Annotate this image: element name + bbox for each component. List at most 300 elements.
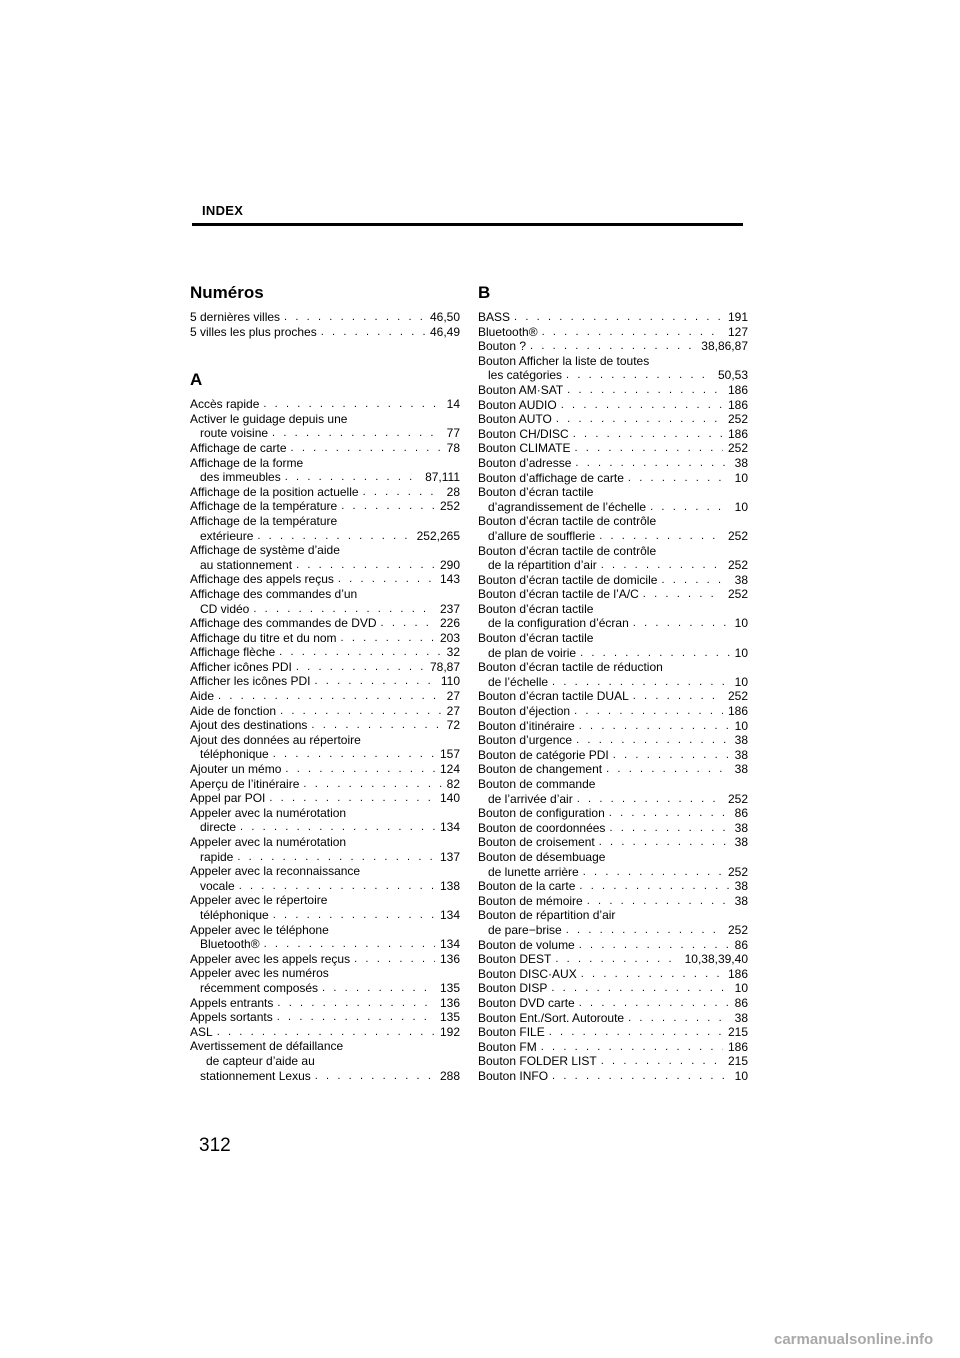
entry-line xyxy=(190,718,460,733)
entry-pages: 38 xyxy=(734,733,748,748)
entry-line xyxy=(190,1069,460,1084)
entry-text: d’allure de soufflerie xyxy=(488,528,596,543)
entry-text: Bouton d’écran tactile xyxy=(478,631,594,646)
index-entry xyxy=(190,893,460,922)
entry-pages: 140 xyxy=(439,791,460,806)
entry-line xyxy=(190,704,460,719)
dot-leader xyxy=(296,660,425,675)
entry-line xyxy=(190,645,460,660)
entry-line xyxy=(478,981,748,996)
entry-line xyxy=(478,689,748,704)
dot-leader xyxy=(253,602,435,617)
index-entry xyxy=(478,587,748,602)
dot-leader xyxy=(555,952,679,967)
dot-leader xyxy=(315,674,436,689)
index-entry xyxy=(190,718,460,733)
dot-leader xyxy=(574,441,722,456)
index-entry xyxy=(478,514,748,543)
entry-text: directe xyxy=(200,820,237,835)
entry-pages: 288 xyxy=(439,1068,460,1083)
entry-text: Appeler avec la reconnaissance xyxy=(190,864,361,879)
entry-text: Bouton ? xyxy=(478,339,527,354)
entry-pages: 192 xyxy=(439,1024,460,1039)
dot-leader xyxy=(363,485,442,500)
dot-leader xyxy=(587,894,730,909)
entry-pages: 127 xyxy=(727,324,748,339)
index-entry xyxy=(190,514,460,543)
entry-text: Bouton DISC·AUX xyxy=(478,966,577,981)
index-entry xyxy=(190,777,460,792)
entry-text: Bouton d’écran tactile de l’A/C xyxy=(478,587,639,602)
entry-text: Bouton AM·SAT xyxy=(478,382,564,397)
index-entry xyxy=(190,966,460,995)
entry-line xyxy=(190,631,460,646)
entry-line xyxy=(190,820,460,835)
index-entry xyxy=(478,1069,748,1084)
entry-text: Affichage de la forme xyxy=(190,455,304,470)
entry-text: Appels entrants xyxy=(190,995,274,1010)
entry-text: récemment composés xyxy=(200,980,319,995)
index-entry xyxy=(190,412,460,441)
entry-pages: 10 xyxy=(734,1068,748,1083)
entry-line xyxy=(478,485,748,500)
header-rule xyxy=(192,223,743,226)
entry-line xyxy=(190,558,460,573)
entry-line xyxy=(190,310,460,325)
entry-text: Bouton AUDIO xyxy=(478,397,557,412)
entry-line xyxy=(190,441,460,456)
entry-text: de capteur d’aide au xyxy=(206,1053,315,1068)
entry-pages: 252 xyxy=(727,587,748,602)
entry-pages: 50,53 xyxy=(717,368,748,383)
entry-pages: 138 xyxy=(439,878,460,893)
index-entry xyxy=(478,354,748,383)
dot-leader xyxy=(579,879,729,894)
entry-text: Bouton d’écran tactile de réduction xyxy=(478,660,663,675)
index-entry xyxy=(190,952,460,967)
entry-text: Bouton CH/DISC xyxy=(478,426,569,441)
entry-pages: 38 xyxy=(734,455,748,470)
dot-leader xyxy=(579,996,730,1011)
dot-leader xyxy=(613,748,730,763)
dot-leader xyxy=(633,689,723,704)
entry-pages: 252 xyxy=(727,689,748,704)
entry-pages: 252 xyxy=(727,864,748,879)
entry-pages: 252 xyxy=(727,791,748,806)
entry-pages: 252 xyxy=(727,922,748,937)
dot-leader xyxy=(311,718,441,733)
entry-line xyxy=(478,383,748,398)
index-entry xyxy=(478,325,748,340)
entry-pages: 186 xyxy=(727,966,748,981)
entry-pages: 38 xyxy=(734,820,748,835)
entry-pages: 215 xyxy=(727,1054,748,1069)
entry-pages: 38 xyxy=(734,1010,748,1025)
entry-text: Aperçu de l’itinéraire xyxy=(190,776,300,791)
dot-leader xyxy=(661,573,729,588)
index-entry xyxy=(478,967,748,982)
index-entry xyxy=(190,325,460,340)
entry-line xyxy=(478,529,748,544)
entry-pages: 10 xyxy=(734,499,748,514)
watermark: carmanualsonline.info xyxy=(774,1331,934,1348)
index-entry xyxy=(190,762,460,777)
entry-line xyxy=(478,573,748,588)
index-entry xyxy=(478,894,748,909)
entry-pages: 32 xyxy=(446,645,460,660)
entry-pages: 186 xyxy=(727,1039,748,1054)
entry-line xyxy=(190,908,460,923)
entry-text: Bouton de changement xyxy=(478,762,603,777)
entry-text: au stationnement xyxy=(200,557,293,572)
entry-text: Bouton d’urgence xyxy=(478,733,573,748)
entry-text: Appeler avec les appels reçus xyxy=(190,951,351,966)
index-entry xyxy=(478,544,748,573)
index-entry xyxy=(190,923,460,952)
entry-text: les catégories xyxy=(488,368,563,383)
dot-leader xyxy=(606,762,730,777)
entry-text: de l’échelle xyxy=(488,674,549,689)
index-entry xyxy=(478,1054,748,1069)
entry-line xyxy=(190,1054,460,1069)
entry-text: stationnement Lexus xyxy=(200,1068,311,1083)
entry-pages: 124 xyxy=(439,762,460,777)
entry-line xyxy=(190,850,460,865)
entry-text: Appeler avec la numérotation xyxy=(190,805,347,820)
entry-text: Bouton INFO xyxy=(478,1068,549,1083)
entry-text: téléphonique xyxy=(200,907,269,922)
index-entry xyxy=(478,573,748,588)
entry-line xyxy=(478,777,748,792)
entry-text: Bouton Ent./Sort. Autoroute xyxy=(478,1010,625,1025)
entry-line xyxy=(478,1069,748,1084)
dot-leader xyxy=(573,427,723,442)
index-entry xyxy=(478,733,748,748)
entry-line xyxy=(478,412,748,427)
entry-pages: 186 xyxy=(727,426,748,441)
index-entry xyxy=(190,806,460,835)
entry-pages: 78,87 xyxy=(429,659,460,674)
dot-leader xyxy=(541,1040,723,1055)
dot-leader xyxy=(643,587,723,602)
entry-text: Bouton de volume xyxy=(478,937,575,952)
entry-line xyxy=(190,456,460,471)
page-header xyxy=(192,203,743,226)
dot-leader xyxy=(601,558,723,573)
index-entry xyxy=(190,397,460,412)
entry-line xyxy=(190,397,460,412)
entry-text: Bouton d’éjection xyxy=(478,704,571,719)
entry-pages: 135 xyxy=(439,1010,460,1025)
entry-text: Activer le guidage depuis une xyxy=(190,411,348,426)
index-entry xyxy=(190,996,460,1011)
dot-leader xyxy=(581,967,723,982)
index-entry xyxy=(190,456,460,485)
dot-leader xyxy=(609,806,730,821)
entry-text: Bouton d’écran tactile xyxy=(478,485,594,500)
entry-text: Affichage de carte xyxy=(190,440,287,455)
entry-line xyxy=(478,675,748,690)
entry-pages: 87,111 xyxy=(425,470,460,485)
index-entry xyxy=(478,471,748,486)
entry-line xyxy=(478,835,748,850)
entry-line xyxy=(190,777,460,792)
index-entry xyxy=(190,791,460,806)
page-number: 312 xyxy=(199,1135,231,1156)
entry-text: d’agrandissement de l’échelle xyxy=(488,499,647,514)
dot-leader xyxy=(269,791,435,806)
entry-line xyxy=(478,339,748,354)
entry-line xyxy=(190,952,460,967)
entry-line xyxy=(478,952,748,967)
entry-text: 5 dernières villes xyxy=(190,310,281,324)
entry-line xyxy=(190,762,460,777)
entry-text: Appeler avec le téléphone xyxy=(190,922,329,937)
entry-line xyxy=(190,879,460,894)
index-entry xyxy=(478,1040,748,1055)
dot-leader xyxy=(217,1025,435,1040)
index-entry xyxy=(478,762,748,777)
entry-line xyxy=(190,835,460,850)
entry-text: Aide xyxy=(190,689,215,704)
dot-leader xyxy=(381,616,435,631)
entry-pages: 135 xyxy=(439,980,460,995)
entry-line xyxy=(478,602,748,617)
entry-text: de plan de voirie xyxy=(488,645,577,660)
entry-line xyxy=(478,544,748,559)
index-entry xyxy=(478,938,748,953)
index-entry xyxy=(190,660,460,675)
entry-text: Avertissement de défaillance xyxy=(190,1039,344,1054)
entry-line xyxy=(478,616,748,631)
entry-pages: 38 xyxy=(734,747,748,762)
entry-text: Bouton d’écran tactile de contrôle xyxy=(478,514,657,529)
entry-text: Bouton de coordonnées xyxy=(478,820,606,835)
entry-text: Affichage de la position actuelle xyxy=(190,484,359,499)
entry-pages: 110 xyxy=(440,674,460,689)
entry-text: Bouton de configuration xyxy=(478,806,605,821)
entry-line xyxy=(190,923,460,938)
entry-text: Bouton de catégorie PDI xyxy=(478,747,609,762)
entry-text: Bouton DISP xyxy=(478,981,548,996)
dot-leader xyxy=(296,558,435,573)
entry-line xyxy=(478,1054,748,1069)
entry-line xyxy=(478,325,748,340)
entry-text: Bluetooth® xyxy=(478,324,538,339)
entry-text: de pare−brise xyxy=(488,922,562,937)
entry-text: Bouton d’adresse xyxy=(478,455,572,470)
entry-pages: 38 xyxy=(734,762,748,777)
dot-leader xyxy=(514,310,723,325)
entry-pages: 10 xyxy=(734,645,748,660)
entry-line xyxy=(190,893,460,908)
index-entry xyxy=(190,1025,460,1040)
entry-text: Bouton de la carte xyxy=(478,879,576,894)
index-entry xyxy=(190,587,460,616)
entry-pages: 10 xyxy=(734,616,748,631)
index-entry xyxy=(190,733,460,762)
dot-leader xyxy=(580,646,730,661)
entry-text: rapide xyxy=(200,849,234,864)
entry-pages: 186 xyxy=(727,704,748,719)
index-entry xyxy=(190,1039,460,1083)
entry-line xyxy=(478,631,748,646)
entry-line xyxy=(478,908,748,923)
entry-pages: 134 xyxy=(439,820,460,835)
entry-text: Affichage de système d’aide xyxy=(190,543,340,558)
entry-text: vocale xyxy=(200,878,235,893)
dot-leader xyxy=(552,675,730,690)
entry-line xyxy=(478,806,748,821)
entry-line xyxy=(478,733,748,748)
entry-text: Appeler avec les numéros xyxy=(190,966,329,981)
entry-text: Bouton FM xyxy=(478,1039,537,1054)
index-entry xyxy=(478,908,748,937)
entry-line xyxy=(478,748,748,763)
dot-leader xyxy=(599,529,723,544)
index-entry xyxy=(190,441,460,456)
entry-text: de la répartition d’air xyxy=(488,558,597,573)
entry-pages: 136 xyxy=(439,951,460,966)
index-entry xyxy=(478,398,748,413)
entry-text: BASS xyxy=(478,310,511,324)
entry-pages: 38 xyxy=(734,879,748,894)
entry-pages: 10,38,39,40 xyxy=(684,952,748,967)
entry-line xyxy=(478,368,748,383)
entry-pages: 72 xyxy=(446,718,460,733)
entry-text: des immeubles xyxy=(200,470,281,485)
entry-line xyxy=(478,762,748,777)
entry-pages: 46,50 xyxy=(429,310,460,324)
entry-line xyxy=(478,894,748,909)
dot-leader xyxy=(575,456,729,471)
dot-leader xyxy=(277,1010,435,1025)
entry-line xyxy=(190,572,460,587)
dot-leader xyxy=(303,777,441,792)
entry-text: téléphonique xyxy=(200,747,269,762)
entry-text: Ajout des destinations xyxy=(190,718,308,733)
index-entry xyxy=(478,879,748,894)
entry-text: Bouton de désembuage xyxy=(478,849,606,864)
entry-line xyxy=(190,966,460,981)
entry-line xyxy=(190,514,460,529)
dot-leader xyxy=(549,1025,723,1040)
index-entry xyxy=(478,339,748,354)
entry-line xyxy=(190,864,460,879)
entry-text: Bouton d’écran tactile DUAL xyxy=(478,689,629,704)
entry-text: Ajout des données au répertoire xyxy=(190,732,361,747)
entry-line xyxy=(190,1025,460,1040)
dot-leader xyxy=(530,339,696,354)
index-entry xyxy=(478,996,748,1011)
dot-leader xyxy=(579,938,730,953)
index-entry xyxy=(478,719,748,734)
index-entry xyxy=(190,485,460,500)
entry-line xyxy=(190,616,460,631)
entry-line xyxy=(190,426,460,441)
entry-pages: 191 xyxy=(727,310,748,324)
index-entry xyxy=(478,821,748,836)
entry-line xyxy=(478,967,748,982)
index-entry xyxy=(478,748,748,763)
index-entry xyxy=(190,689,460,704)
entry-text: CD vidéo xyxy=(200,601,250,616)
entry-pages: 10 xyxy=(734,674,748,689)
entry-line xyxy=(478,821,748,836)
entry-text: Bouton FILE xyxy=(478,1025,545,1040)
entry-text: de lunette arrière xyxy=(488,864,579,879)
entry-pages: 27 xyxy=(446,689,460,704)
entry-line xyxy=(478,1011,748,1026)
entry-pages: 28 xyxy=(446,484,460,499)
entry-pages: 10 xyxy=(734,470,748,485)
dot-leader xyxy=(574,704,723,719)
entry-line xyxy=(478,719,748,734)
dot-leader xyxy=(341,631,435,646)
entry-line xyxy=(190,543,460,558)
header-title: INDEX xyxy=(202,203,244,218)
dot-leader xyxy=(354,952,435,967)
entry-pages: 38 xyxy=(734,893,748,908)
entry-pages: 77 xyxy=(446,426,460,441)
dot-leader xyxy=(576,733,730,748)
index-entry xyxy=(478,441,748,456)
entry-pages: 186 xyxy=(727,397,748,412)
index-entry xyxy=(478,383,748,398)
section-title: B xyxy=(478,283,491,302)
entry-line xyxy=(190,499,460,514)
entry-line xyxy=(190,937,460,952)
entry-line xyxy=(190,981,460,996)
entry-text: de la configuration d’écran xyxy=(488,616,629,631)
dot-leader xyxy=(561,398,723,413)
entry-line xyxy=(190,806,460,821)
entry-text: Afficher les icônes PDI xyxy=(190,674,311,689)
entry-pages: 186 xyxy=(727,382,748,397)
entry-text: Bouton d’écran tactile de contrôle xyxy=(478,543,657,558)
entry-text: Bouton d’affichage de carte xyxy=(478,470,624,485)
index-entry xyxy=(478,689,748,704)
entry-text: Bouton AUTO xyxy=(478,412,552,427)
entry-line xyxy=(478,354,748,369)
dot-leader xyxy=(551,981,729,996)
entry-line xyxy=(478,792,748,807)
entry-line xyxy=(190,791,460,806)
entry-line xyxy=(478,879,748,894)
index-entry xyxy=(478,602,748,631)
index-entry xyxy=(478,806,748,821)
index-entry xyxy=(478,704,748,719)
entry-text: Afficher icônes PDI xyxy=(190,659,292,674)
index-entry xyxy=(478,485,748,514)
entry-text: Bouton d’écran tactile xyxy=(478,601,594,616)
entry-text: Bouton de mémoire xyxy=(478,893,583,908)
entry-text: Appeler avec le répertoire xyxy=(190,893,328,908)
entry-text: Bluetooth® xyxy=(200,937,260,952)
index-entry xyxy=(190,645,460,660)
entry-text: Affichage de la température xyxy=(190,499,338,514)
entry-line xyxy=(190,485,460,500)
entry-pages: 86 xyxy=(734,995,748,1010)
entry-pages: 27 xyxy=(446,703,460,718)
dot-leader xyxy=(263,397,441,412)
index-entry xyxy=(478,850,748,879)
entry-pages: 252 xyxy=(727,528,748,543)
entry-pages: 38,86,87 xyxy=(701,339,748,354)
entry-line xyxy=(190,470,460,485)
dot-leader xyxy=(279,645,441,660)
entry-text: Bouton CLIMATE xyxy=(478,441,571,456)
